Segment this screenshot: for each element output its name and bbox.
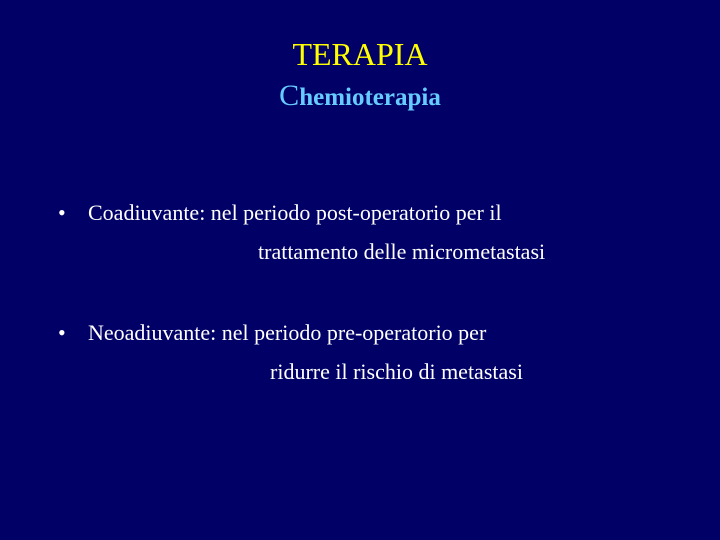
bullet-marker: • <box>58 320 66 345</box>
bullet-text-line: Neoadiuvante: nel periodo pre-operatorio per <box>88 320 487 345</box>
subtitle-rest: hemioterapia <box>299 84 441 111</box>
bullet-text-line: ridurre il rischio di metastasi <box>270 359 523 384</box>
bullet-text-line: trattamento delle micrometastasi <box>258 239 546 264</box>
bullet-marker: • <box>58 200 66 225</box>
slide-title: TERAPIA <box>292 36 428 72</box>
subtitle-initial: C <box>279 79 300 112</box>
bullet-text-line: Coadiuvante: nel periodo post-operatorio per il <box>88 200 502 225</box>
slide-subtitle <box>0 80 720 114</box>
